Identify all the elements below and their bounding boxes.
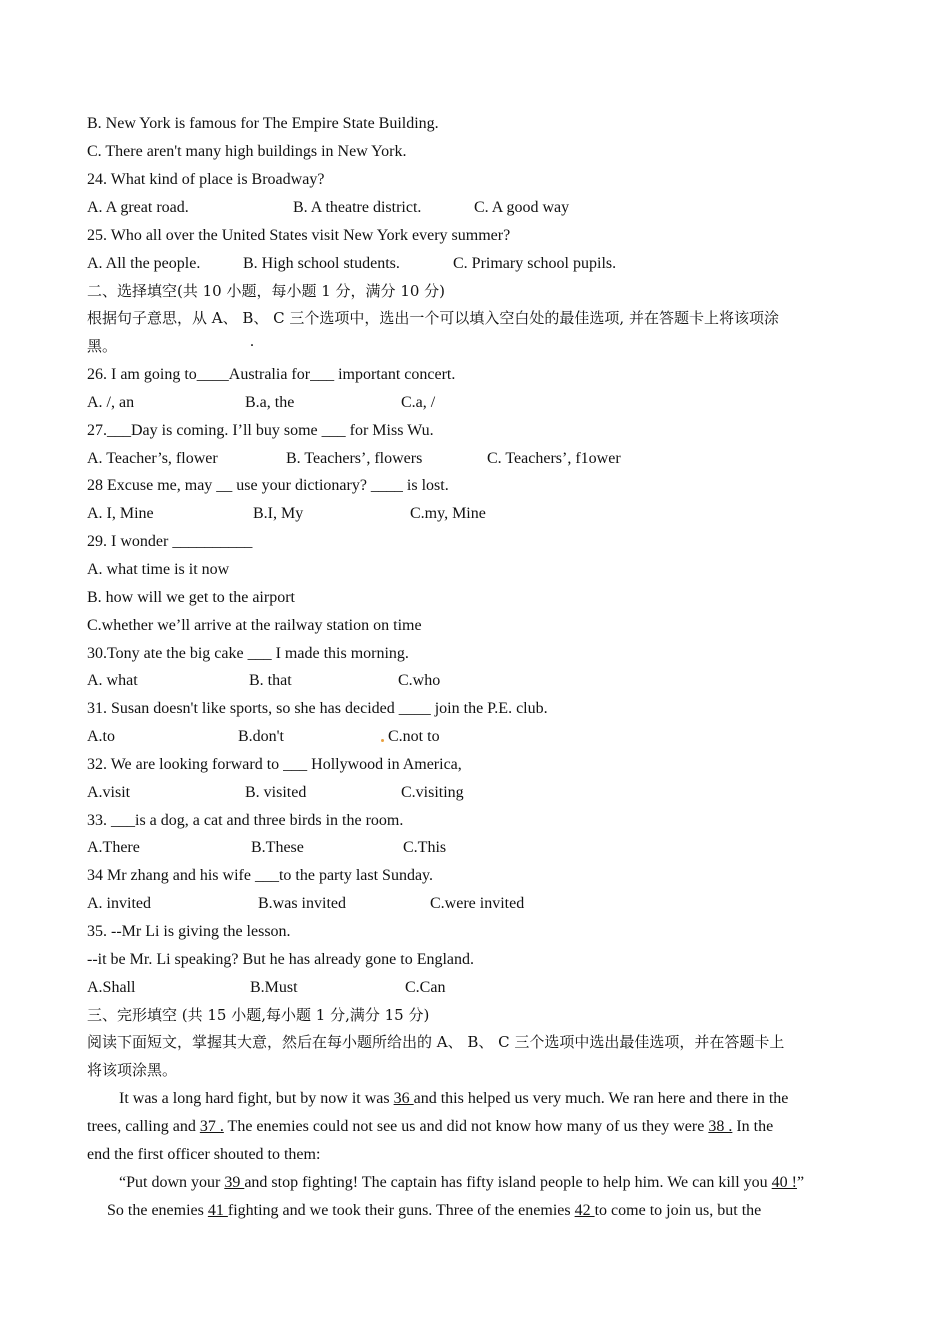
blank-42: 42 — [574, 1202, 595, 1219]
blank-41: 41 — [207, 1202, 228, 1219]
q23-option-c: C. There aren't many high buildings in New York. — [87, 143, 407, 160]
q33-stem: 33. ___is a dog, a cat and three birds in the room. — [87, 812, 404, 829]
q31-option-a: A.to — [87, 728, 115, 745]
section3-instruction-line2: 将该项涂黑。 — [87, 1061, 178, 1079]
passage-line3: end the first officer shouted to them: — [87, 1146, 321, 1163]
stray-dot: . — [250, 333, 254, 350]
q24-option-a: A. A great road. — [87, 199, 189, 216]
q26-option-a: A. /, an — [87, 394, 135, 411]
q32-option-a: A.visit — [87, 784, 131, 801]
q35-stem-line2: --it be Mr. Li speaking? But he has already gone to England. — [87, 951, 475, 968]
q28-option-c: C.my, Mine — [410, 505, 486, 522]
stray-mark — [381, 739, 384, 742]
q29-option-b: B. how will we get to the airport — [87, 589, 295, 606]
q34-option-c: C.were invited — [430, 895, 525, 912]
q30-option-c: C.who — [398, 672, 441, 689]
q24-option-b: B. A theatre district. — [293, 199, 422, 216]
section2-instruction-line1: 根据句子意思，从 A、 B、 C 三个选项中，选出一个可以填入空白处的最佳选项, 并在答题卡上将该项涂 — [87, 309, 779, 327]
q35-option-c: C.Can — [405, 979, 446, 996]
q32-stem: 32. We are looking forward to ___ Hollywood in America, — [87, 756, 462, 773]
section3-instruction-line1: 阅读下面短文，掌握其大意，然后在每小题所给出的 A、 B、 C 三个选项中选出最佳选项，并在答题卡上 — [87, 1033, 785, 1051]
q25-option-b: B. High school students. — [243, 255, 400, 272]
q28-stem: 28 Excuse me, may __ use your dictionary? ____ is lost. — [87, 477, 449, 494]
q30-option-a: A. what — [87, 672, 138, 689]
passage-line1: It was a long hard fight, but by now it was 36 and this helped us very much. We ran here and there in the — [119, 1090, 789, 1107]
q29-option-a: A. what time is it now — [87, 561, 230, 578]
q33-option-c: C.This — [403, 839, 447, 856]
section2-instruction-line2: 黑。 — [87, 337, 118, 355]
q27-option-c: C. Teachers’, f1ower — [487, 450, 621, 467]
q25-stem: 25. Who all over the United States visit New York every summer? — [87, 227, 511, 244]
q28-option-a: A. I, Mine — [87, 505, 154, 522]
q27-option-b: B. Teachers’, flowers — [286, 450, 423, 467]
q33-option-a: A.There — [87, 839, 140, 856]
q27-option-a: A. Teacher’s, flower — [87, 450, 218, 467]
q29-stem: 29. I wonder __________ — [87, 533, 253, 550]
section3-title: 三、完形填空 (共 15 小题,每小题 1 分,满分 15 分) — [87, 1006, 430, 1024]
passage-line4: “Put down your 39 and stop fighting! The captain has fifty island people to help him. We can kill you 40 !” — [119, 1174, 805, 1191]
blank-36: 36 — [393, 1090, 414, 1107]
q34-option-b: B.was invited — [258, 895, 346, 912]
q28-option-b: B.I, My — [253, 505, 304, 522]
q23-option-b: B. New York is famous for The Empire State Building. — [87, 115, 439, 132]
q32-option-b: B. visited — [245, 784, 307, 801]
q30-stem: 30.Tony ate the big cake ___ I made this morning. — [87, 645, 409, 662]
passage-line2: trees, calling and 37 . The enemies could not see us and did not know how many of us they were 38 . In the — [87, 1118, 774, 1135]
blank-38: 38 . — [708, 1118, 733, 1135]
q26-stem: 26. I am going to____Australia for___ important concert. — [87, 366, 456, 383]
q33-option-b: B.These — [251, 839, 304, 856]
q24-stem: 24. What kind of place is Broadway? — [87, 171, 325, 188]
blank-40: 40 ! — [771, 1174, 797, 1191]
q35-option-b: B.Must — [250, 979, 298, 996]
section2-title: 二、选择填空(共 10 小题，每小题 1 分，满分 10 分) — [87, 282, 446, 300]
q34-option-a: A. invited — [87, 895, 151, 912]
q24-option-c: C. A good way — [474, 199, 570, 216]
q32-option-c: C.visiting — [401, 784, 464, 801]
q35-stem: 35. --Mr Li is giving the lesson. — [87, 923, 291, 940]
q25-option-a: A. All the people. — [87, 255, 201, 272]
q31-stem: 31. Susan doesn't like sports, so she has decided ____ join the P.E. club. — [87, 700, 548, 717]
q34-stem: 34 Mr zhang and his wife ___to the party last Sunday. — [87, 867, 434, 884]
q29-option-c: C.whether we’ll arrive at the railway station on time — [87, 617, 422, 634]
q26-option-b: B.a, the — [245, 394, 295, 411]
q31-option-b: B.don't — [238, 728, 284, 745]
q26-option-c: C.a, / — [401, 394, 436, 411]
q30-option-b: B. that — [249, 672, 292, 689]
q27-stem: 27.___Day is coming. I’ll buy some ___ for Miss Wu. — [87, 422, 434, 439]
passage-line5: So the enemies 41 fighting and we took their guns. Three of the enemies 42 to come to join us, but the — [107, 1202, 762, 1219]
blank-39: 39 — [224, 1174, 245, 1191]
q25-option-c: C. Primary school pupils. — [453, 255, 617, 272]
q35-option-a: A.Shall — [87, 979, 136, 996]
q31-option-c: C.not to — [388, 728, 440, 745]
blank-37: 37 . — [199, 1118, 224, 1135]
